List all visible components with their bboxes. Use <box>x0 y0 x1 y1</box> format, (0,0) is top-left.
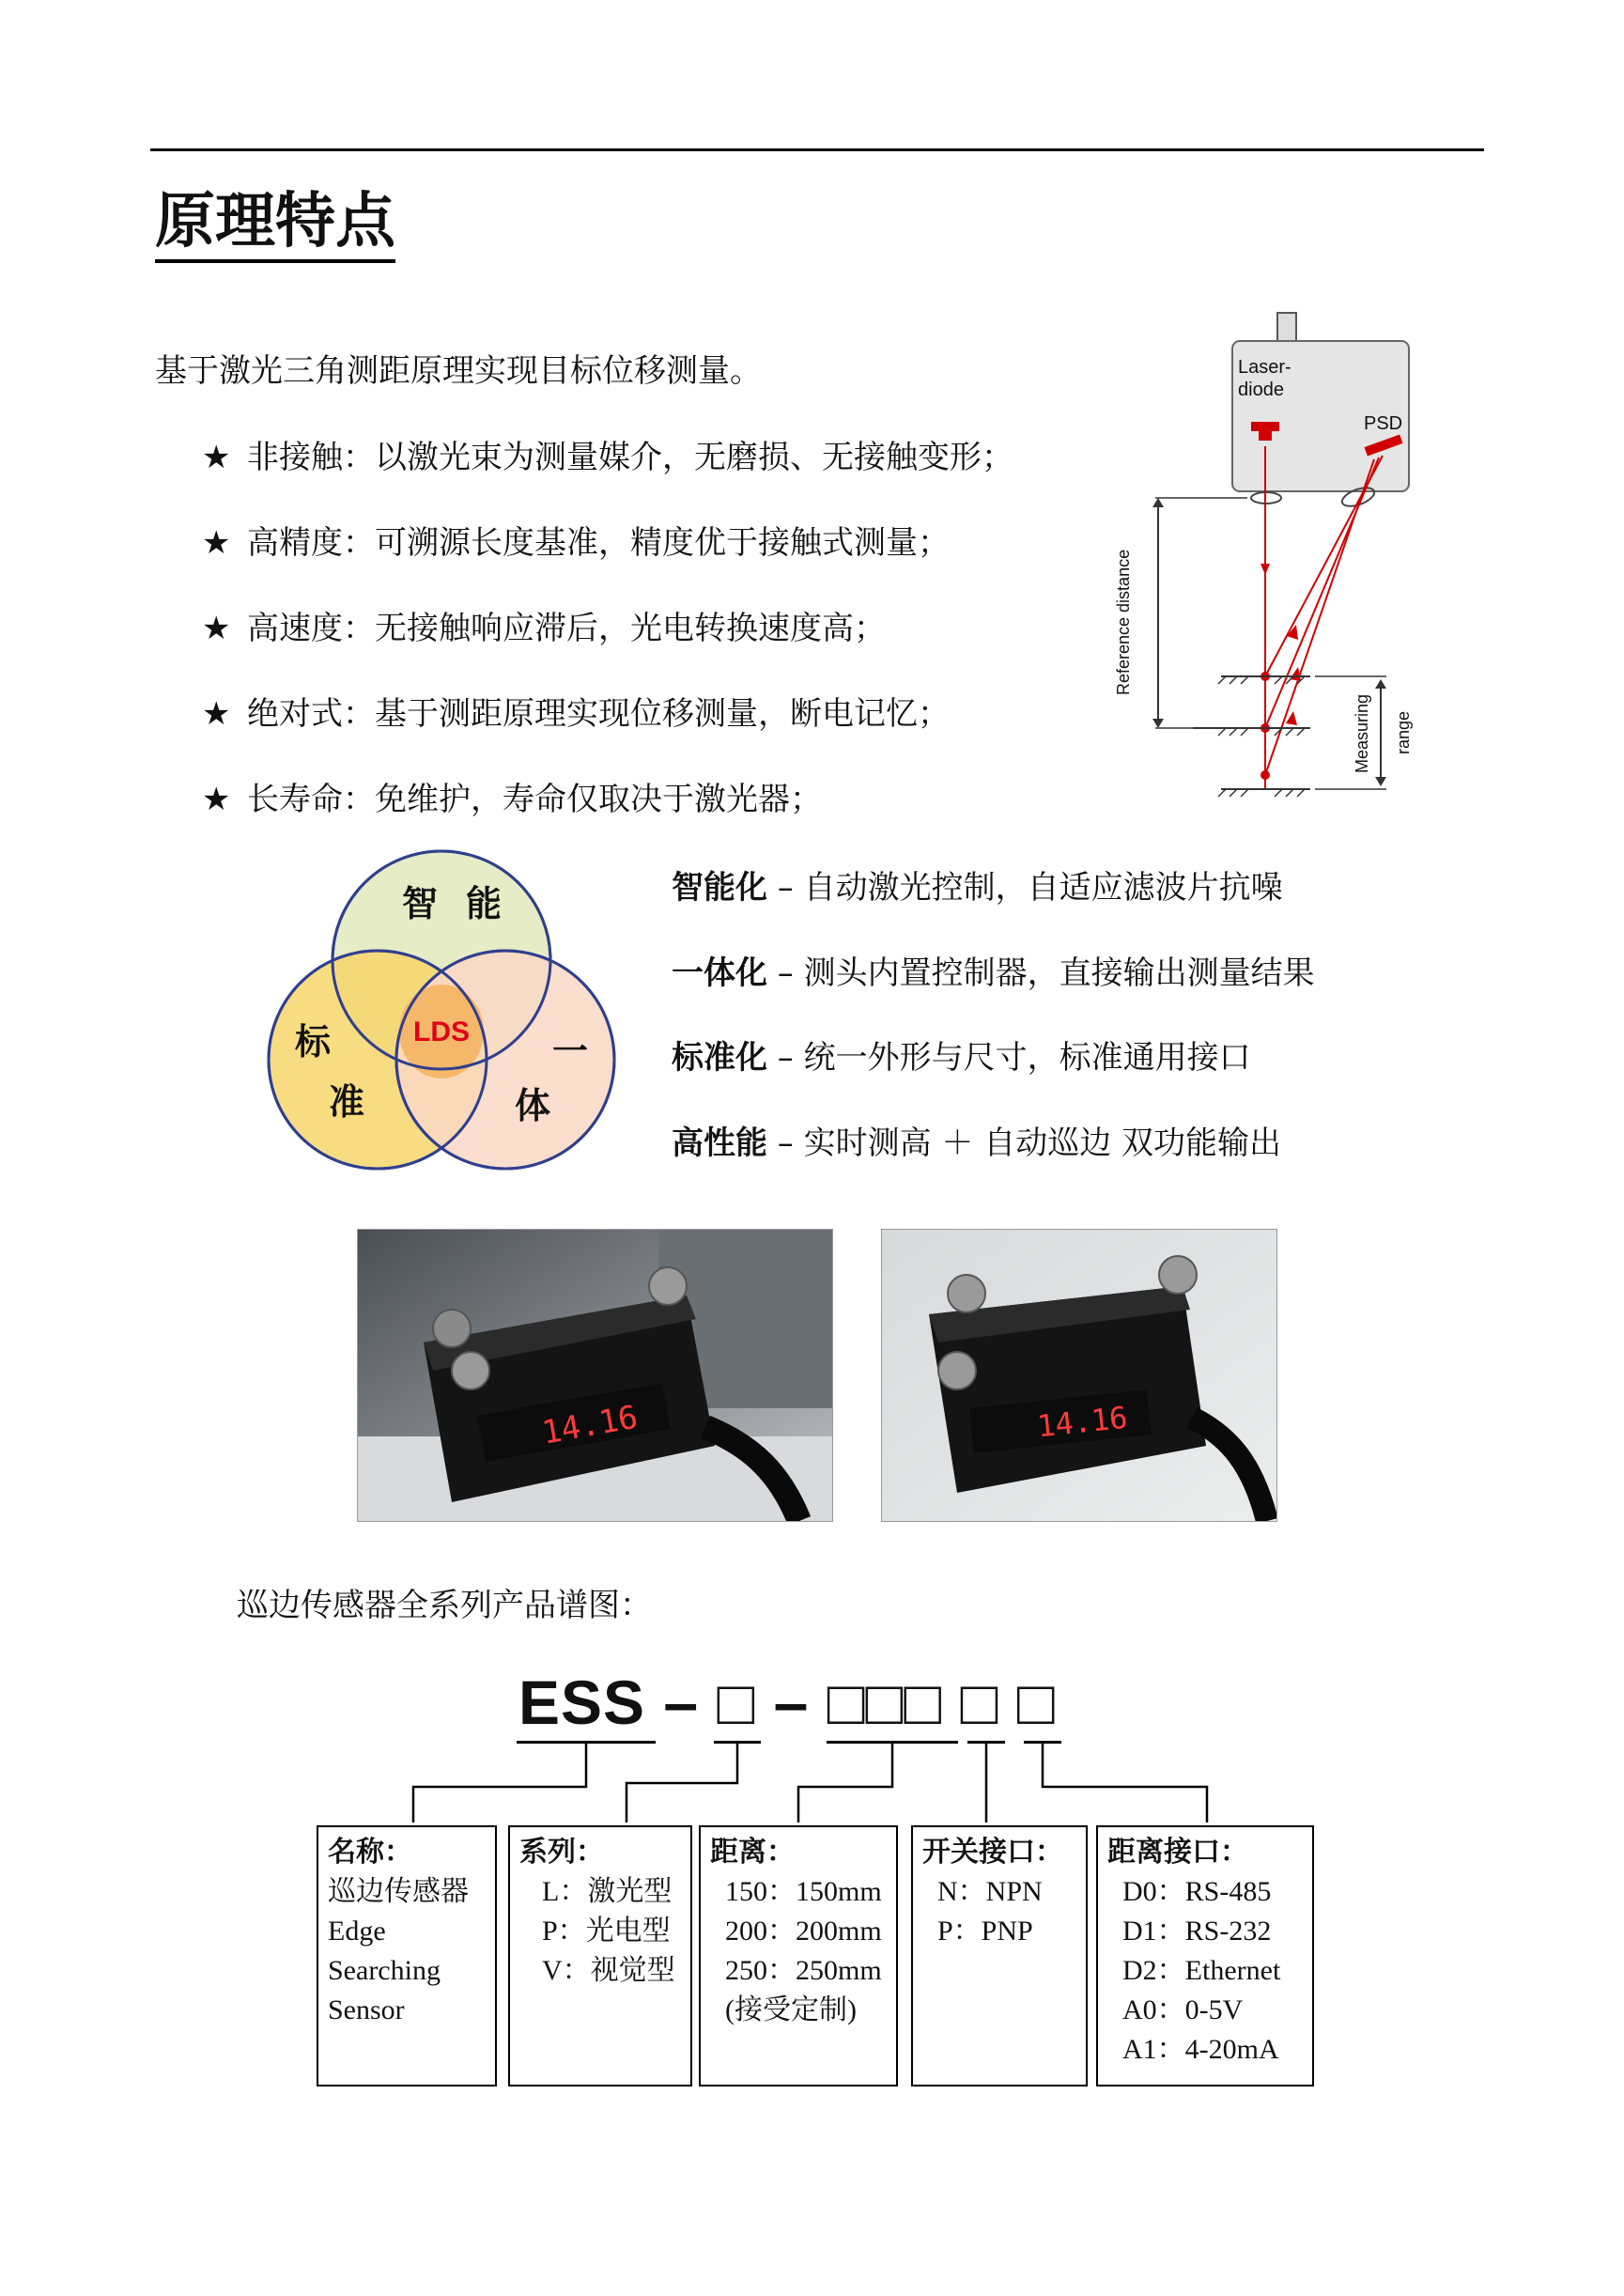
attribute-item: 标准化 – 统一外形与尺寸，标准通用接口 <box>672 1039 1251 1077</box>
intro-text: 基于激光三角测距原理实现目标位移测量。 <box>155 352 762 390</box>
venn-label: 体 <box>515 1085 551 1126</box>
star-icon: ★ <box>202 610 231 647</box>
venn-label: 标 <box>295 1021 332 1063</box>
laser-diode-label: diode <box>1238 380 1284 400</box>
measuring-range-label: Measuring <box>1353 693 1371 773</box>
star-icon: ★ <box>202 781 231 818</box>
feature-text: 长寿命：免维护，寿命仅取决于激光器； <box>247 781 822 818</box>
feature-text: 非接触：以激光束为测量媒介，无磨损、无接触变形； <box>247 439 1013 476</box>
product-code: ESS – □ – □□□ □ □ <box>518 1668 1056 1737</box>
reference-distance-label: Reference distance <box>1114 549 1133 695</box>
star-icon: ★ <box>202 524 231 562</box>
attribute-item: 一体化 – 测头内置控制器，直接输出测量结果 <box>672 954 1315 992</box>
code-box-series: 系列： L：激光型 P：光电型 V：视觉型 <box>508 1825 692 2087</box>
series-heading: 巡边传感器全系列产品谱图： <box>237 1587 652 1624</box>
laser-diode-label: Laser- <box>1238 357 1291 378</box>
venn-center-label: LDS <box>413 1016 470 1047</box>
attribute-item: 高性能 – 实时测高 ＋ 自动巡边 双功能输出 <box>672 1125 1282 1162</box>
display-readout: 14.16 <box>1035 1399 1130 1445</box>
venn-label: 智 <box>402 883 439 924</box>
feature-text: 高精度：可溯源长度基准，精度优于接触式测量； <box>247 524 950 562</box>
psd-label: PSD <box>1364 413 1403 434</box>
venn-label: 一 <box>552 1031 589 1072</box>
attribute-item: 智能化 – 自动激光控制，自适应滤波片抗噪 <box>672 869 1283 907</box>
code-box-distance: 距离： 150：150mm 200：200mm 250：250mm (接受定制) <box>699 1825 898 2087</box>
page-title: 原理特点 <box>155 184 395 263</box>
venn-label: 能 <box>466 883 503 924</box>
star-icon: ★ <box>202 695 231 733</box>
feature-text: 绝对式：基于测距原理实现位移测量，断电记忆； <box>247 695 950 733</box>
code-box-interface: 距离接口： D0：RS-485 D1：RS-232 D2：Ethernet A0：0-5V A1：4-20mA <box>1096 1825 1314 2087</box>
measuring-range-label: range <box>1394 710 1413 754</box>
feature-text: 高速度：无接触响应滞后，光电转换速度高； <box>247 610 886 647</box>
star-icon: ★ <box>202 439 231 476</box>
venn-label: 准 <box>329 1081 365 1123</box>
display-readout: 14.16 <box>539 1398 641 1452</box>
code-box-switch: 开关接口： N：NPN P：PNP <box>911 1825 1088 2087</box>
code-box-name: 名称： 巡边传感器 Edge Searching Sensor <box>317 1825 497 2087</box>
